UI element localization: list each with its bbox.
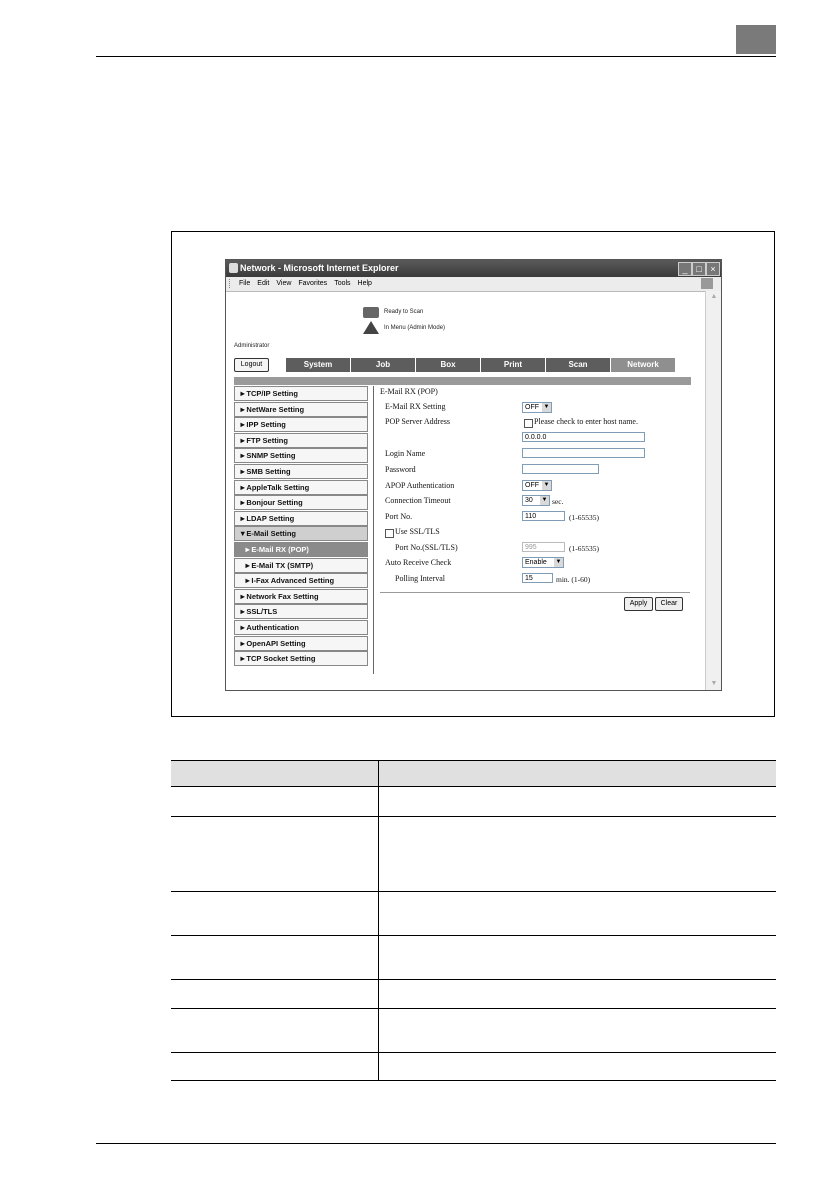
ssl-port-label: Port No.(SSL/TLS) — [395, 543, 458, 552]
use-ssl-label: Use SSL/TLS — [395, 527, 440, 536]
status-line-1: Ready to Scan — [384, 309, 424, 315]
menu-help[interactable]: Help — [357, 280, 372, 287]
header-rule — [96, 56, 776, 57]
tab-system[interactable]: System — [286, 358, 350, 372]
sidebar-item-bonjour[interactable]: ►Bonjour Setting — [234, 495, 368, 510]
header-bar — [234, 377, 691, 385]
toolbar-grip — [229, 279, 232, 288]
email-rx-setting-label: E-Mail RX Setting — [385, 402, 446, 411]
table-bottom-rule — [171, 1080, 776, 1081]
chapter-tab — [736, 25, 776, 54]
warning-icon — [363, 321, 379, 334]
tab-print[interactable]: Print — [481, 358, 545, 372]
sidebar-item-ipp[interactable]: ►IPP Setting — [234, 417, 368, 432]
hostname-checkbox-label: Please check to enter host name. — [534, 417, 638, 426]
login-name-input[interactable] — [522, 448, 645, 458]
ssl-port-range: (1-65535) — [569, 544, 599, 553]
port-range: (1-65535) — [569, 513, 599, 522]
maximize-button[interactable]: □ — [692, 262, 706, 276]
tab-network[interactable]: Network — [611, 358, 675, 372]
table-row-divider — [171, 1052, 776, 1053]
menu-tools[interactable]: Tools — [334, 280, 351, 287]
sidebar-item-ftp[interactable]: ►FTP Setting — [234, 433, 368, 448]
chevron-down-icon: ▼ — [555, 559, 562, 565]
password-label: Password — [385, 465, 416, 474]
sidebar-item-tcp-socket[interactable]: ►TCP Socket Setting — [234, 651, 368, 666]
table-header — [171, 760, 776, 787]
sidebar-item-ifax-advanced[interactable]: ►I-Fax Advanced Setting — [234, 573, 368, 588]
port-input[interactable]: 110 — [522, 511, 565, 521]
chevron-down-icon: ▼ — [543, 404, 550, 410]
pop-server-label: POP Server Address — [385, 417, 451, 426]
sidebar-item-network-fax[interactable]: ►Network Fax Setting — [234, 589, 368, 604]
menu-bar — [226, 277, 721, 292]
timeout-select[interactable]: 30 ▼ — [522, 495, 550, 506]
password-input[interactable] — [522, 464, 599, 474]
sidebar-item-netware[interactable]: ►NetWare Setting — [234, 402, 368, 417]
table-row-divider — [171, 979, 776, 980]
apop-select[interactable]: OFF ▼ — [522, 480, 552, 491]
sidebar-item-snmp[interactable]: ►SNMP Setting — [234, 448, 368, 463]
use-ssl-checkbox[interactable] — [385, 529, 394, 538]
clear-button[interactable]: Clear — [655, 597, 683, 611]
scroll-up-icon[interactable]: ▲ — [710, 293, 718, 300]
hostname-checkbox[interactable] — [524, 419, 533, 428]
polling-interval-unit: min. (1-60) — [556, 575, 591, 584]
table-row-divider — [171, 891, 776, 892]
title-bar — [226, 260, 721, 277]
table-row-divider — [171, 1008, 776, 1009]
ie-icon — [229, 263, 238, 273]
window-title: Network - Microsoft Internet Explorer — [240, 263, 399, 273]
status-line-2: In Menu (Admin Mode) — [384, 325, 446, 331]
timeout-unit: sec. — [552, 497, 564, 506]
sidebar-item-ldap[interactable]: ►LDAP Setting — [234, 511, 368, 526]
chevron-down-icon: ▼ — [543, 482, 550, 488]
tab-box[interactable]: Box — [416, 358, 480, 372]
timeout-label: Connection Timeout — [385, 496, 451, 505]
minimize-button[interactable]: _ — [678, 262, 692, 276]
vertical-scrollbar[interactable] — [705, 291, 722, 690]
polling-interval-label: Polling Interval — [395, 574, 445, 583]
form-title: E-Mail RX (POP) — [380, 387, 438, 396]
tab-job[interactable]: Job — [351, 358, 415, 372]
ssl-port-input[interactable]: 995 — [522, 542, 565, 552]
apop-label: APOP Authentication — [385, 481, 455, 490]
auto-receive-select[interactable]: Enable ▼ — [522, 557, 564, 568]
close-button[interactable]: × — [706, 262, 720, 276]
form-separator — [380, 592, 690, 593]
sidebar-item-email-tx-smtp[interactable]: ►E-Mail TX (SMTP) — [234, 558, 368, 573]
sidebar-item-email[interactable]: ▼E-Mail Setting — [234, 526, 368, 541]
logout-button[interactable]: Logout — [234, 358, 269, 372]
login-name-label: Login Name — [385, 449, 426, 458]
footer-rule — [96, 1143, 776, 1144]
windows-flag-icon — [701, 278, 713, 289]
sidebar-item-tcpip[interactable]: ►TCP/IP Setting — [234, 386, 368, 401]
scroll-down-icon[interactable]: ▼ — [710, 680, 718, 687]
tab-scan[interactable]: Scan — [546, 358, 610, 372]
pop-server-input[interactable]: 0.0.0.0 — [522, 432, 645, 442]
table-row-divider — [171, 935, 776, 936]
email-rx-setting-select[interactable]: OFF ▼ — [522, 402, 552, 413]
menu-view[interactable]: View — [276, 280, 292, 287]
user-mode: Administrator — [234, 343, 270, 349]
chevron-down-icon: ▼ — [541, 497, 548, 503]
sidebar-item-authentication[interactable]: ►Authentication — [234, 620, 368, 635]
menu-edit[interactable]: Edit — [257, 280, 270, 287]
sidebar-item-email-rx-pop[interactable]: ►E-Mail RX (POP) — [234, 542, 368, 557]
port-label: Port No. — [385, 512, 413, 521]
scanner-icon — [363, 307, 379, 318]
polling-interval-input[interactable]: 15 — [522, 573, 553, 583]
apply-button[interactable]: Apply — [624, 597, 653, 611]
menu-file[interactable]: File — [239, 280, 251, 287]
sidebar-item-ssl-tls[interactable]: ►SSL/TLS — [234, 604, 368, 619]
browser-window — [225, 259, 722, 691]
sidebar-divider — [373, 386, 374, 674]
sidebar-item-appletalk[interactable]: ►AppleTalk Setting — [234, 480, 368, 495]
table-row-divider — [171, 816, 776, 817]
table-column-divider — [378, 760, 379, 1081]
auto-receive-label: Auto Receive Check — [385, 558, 452, 567]
menu-favorites[interactable]: Favorites — [298, 280, 328, 287]
sidebar-item-openapi[interactable]: ►OpenAPI Setting — [234, 636, 368, 651]
sidebar-item-smb[interactable]: ►SMB Setting — [234, 464, 368, 479]
